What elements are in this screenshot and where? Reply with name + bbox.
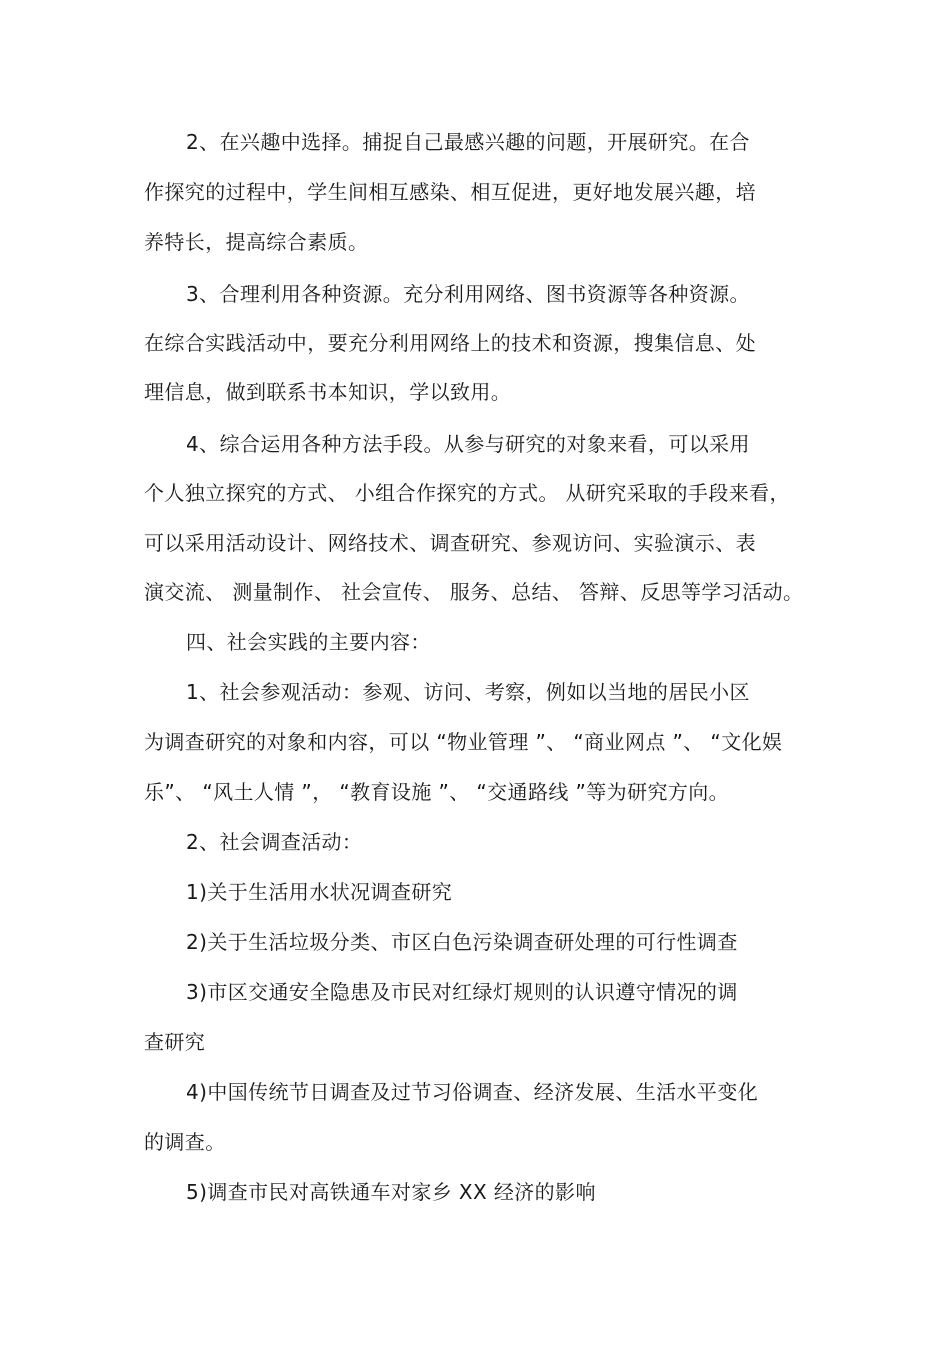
list-item-continuation: 查研究 [144, 1030, 206, 1054]
paragraph-line: 理信息，做到联系书本知识，学以致用。 [144, 380, 512, 404]
paragraph-line: 个人独立探究的方式、 小组合作探究的方式。 从研究采取的手段来看， [144, 481, 790, 505]
section-heading: 四、社会实践的主要内容： [186, 630, 431, 654]
paragraph-line: 1、社会参观活动：参观、访问、考察，例如以当地的居民小区 [186, 680, 750, 704]
list-item: 4)中国传统节日调查及过节习俗调查、经济发展、生活水平变化 [186, 1080, 759, 1104]
paragraph-line: 为调查研究的对象和内容，可以 “物业管理 ”、 “商业网点 ”、 “文化娱 [144, 730, 783, 754]
list-item: 2)关于生活垃圾分类、市区白色污染调查研处理的可行性调查 [186, 930, 738, 954]
subsection-heading: 2、社会调查活动： [186, 830, 363, 854]
list-item: 3)市区交通安全隐患及市民对红绿灯规则的认识遵守情况的调 [186, 980, 738, 1004]
paragraph-line: 4、综合运用各种方法手段。从参与研究的对象来看，可以采用 [186, 432, 750, 456]
paragraph-line: 3、合理利用各种资源。充分利用网络、图书资源等各种资源。 [186, 282, 750, 306]
list-item: 1)关于生活用水状况调查研究 [186, 880, 453, 904]
paragraph-line: 2、在兴趣中选择。捕捉自己最感兴趣的问题，开展研究。在合 [186, 130, 750, 154]
paragraph-line: 养特长，提高综合素质。 [144, 230, 369, 254]
paragraph-line: 演交流、 测量制作、 社会宣传、 服务、总结、 答辩、反思等学习活动。 [144, 580, 804, 604]
list-item-continuation: 的调查。 [144, 1130, 226, 1154]
list-item: 5)调查市民对高铁通车对家乡 XX 经济的影响 [186, 1180, 596, 1204]
paragraph-line: 作探究的过程中，学生间相互感染、相互促进，更好地发展兴趣，培 [144, 180, 756, 204]
paragraph-line: 可以采用活动设计、网络技术、调查研究、参观访问、实验演示、表 [144, 531, 756, 555]
paragraph-line: 乐”、 “风土人情 ”， “教育设施 ”、 “交通路线 ”等为研究方向。 [144, 780, 730, 804]
paragraph-line: 在综合实践活动中，要充分利用网络上的技术和资源，搜集信息、处 [144, 331, 756, 355]
